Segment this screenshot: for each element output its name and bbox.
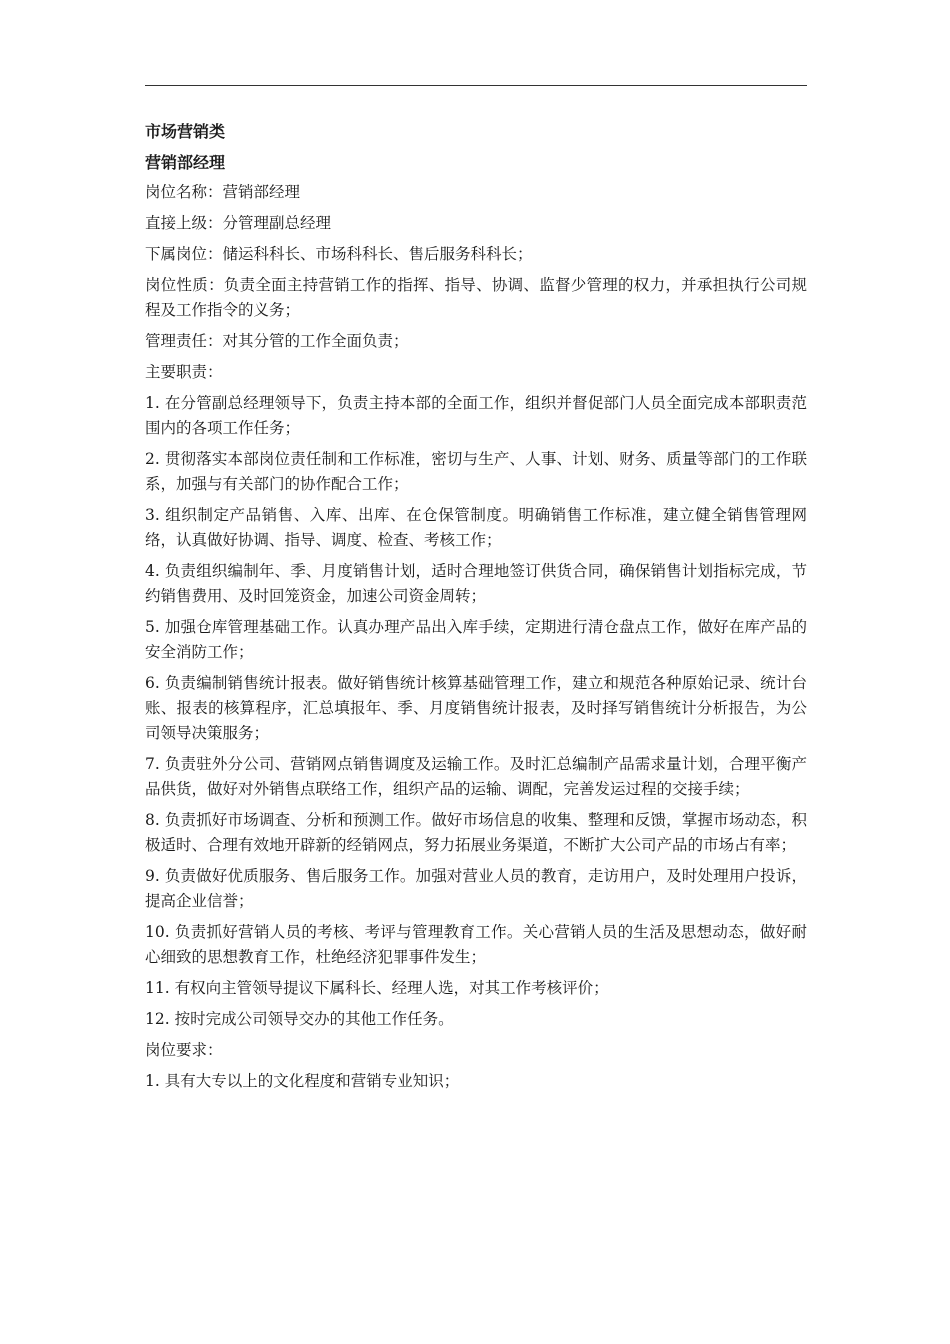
duty-item-4: 4. 负责组织编制年、季、月度销售计划，适时合理地签订供货合同，确保销售计划指标完成，节约销售费用、及时回笼资金，加速公司资金周转； <box>145 562 807 605</box>
section-title: 市场营销类 <box>145 122 226 141</box>
duty-item-8: 8. 负责抓好市场调查、分析和预测工作。做好市场信息的收集、整理和反馈，掌握市场动态，积极适时、合理有效地开辟新的经销网点，努力拓展业务渠道，不断扩大公司产品的市场占有率； <box>145 811 807 854</box>
duty-item-12: 12. 按时完成公司领导交办的其他工作任务。 <box>145 1010 454 1028</box>
paragraph-responsibility: 管理责任：对其分管的工作全面负责； <box>145 332 409 350</box>
paragraph-direct-superior: 直接上级：分管理副总经理 <box>145 214 332 232</box>
document-body <box>145 118 807 1100</box>
paragraph-job-nature: 岗位性质：负责全面主持营销工作的指挥、指导、协调、监督少管理的权力，并承担执行公司规程及工作指令的义务； <box>145 276 807 319</box>
duty-item-1: 1. 在分管副总经理领导下，负责主持本部的全面工作，组织并督促部门人员全面完成本部职责范围内的各项工作任务； <box>145 394 807 437</box>
paragraph-requirements-heading: 岗位要求： <box>145 1041 223 1059</box>
duty-item-3: 3. 组织制定产品销售、入库、出库、在仓保管制度。明确销售工作标准，建立健全销售管理网络，认真做好协调、指导、调度、检查、考核工作； <box>145 506 807 549</box>
duty-item-11: 11. 有权向主管领导提议下属科长、经理人选，对其工作考核评价； <box>145 979 609 997</box>
job-title: 营销部经理 <box>145 153 226 172</box>
duty-item-6: 6. 负责编制销售统计报表。做好销售统计核算基础管理工作，建立和规范各种原始记录、统计台账、报表的核算程序，汇总填报年、季、月度销售统计报表，及时择写销售统计分析报告，为公司领导决策服务； <box>145 674 807 742</box>
header-rule <box>145 85 807 86</box>
duty-item-10: 10. 负责抓好营销人员的考核、考评与管理教育工作。关心营销人员的生活及思想动态，做好耐心细致的思想教育工作，杜绝经济犯罪事件发生； <box>145 923 807 966</box>
paragraph-duties-heading: 主要职责： <box>145 363 223 381</box>
requirement-item-1: 1. 具有大专以上的文化程度和营销专业知识； <box>145 1072 460 1090</box>
paragraph-job-name: 岗位名称：营销部经理 <box>145 183 301 201</box>
duty-item-9: 9. 负责做好优质服务、售后服务工作。加强对营业人员的教育，走访用户，及时处理用户投诉，提高企业信誉； <box>145 867 807 910</box>
duty-item-2: 2. 贯彻落实本部岗位责任制和工作标准，密切与生产、人事、计划、财务、质量等部门的工作联系，加强与有关部门的协作配合工作； <box>145 450 807 493</box>
duty-item-7: 7. 负责驻外分公司、营销网点销售调度及运输工作。及时汇总编制产品需求量计划，合理平衡产品供货，做好对外销售点联络工作，组织产品的运输、调配，完善发运过程的交接手续； <box>145 755 807 798</box>
duty-item-5: 5. 加强仓库管理基础工作。认真办理产品出入库手续，定期进行清仓盘点工作，做好在库产品的安全消防工作； <box>145 618 807 661</box>
paragraph-subordinates: 下属岗位：储运科科长、市场科科长、售后服务科科长； <box>145 245 533 263</box>
